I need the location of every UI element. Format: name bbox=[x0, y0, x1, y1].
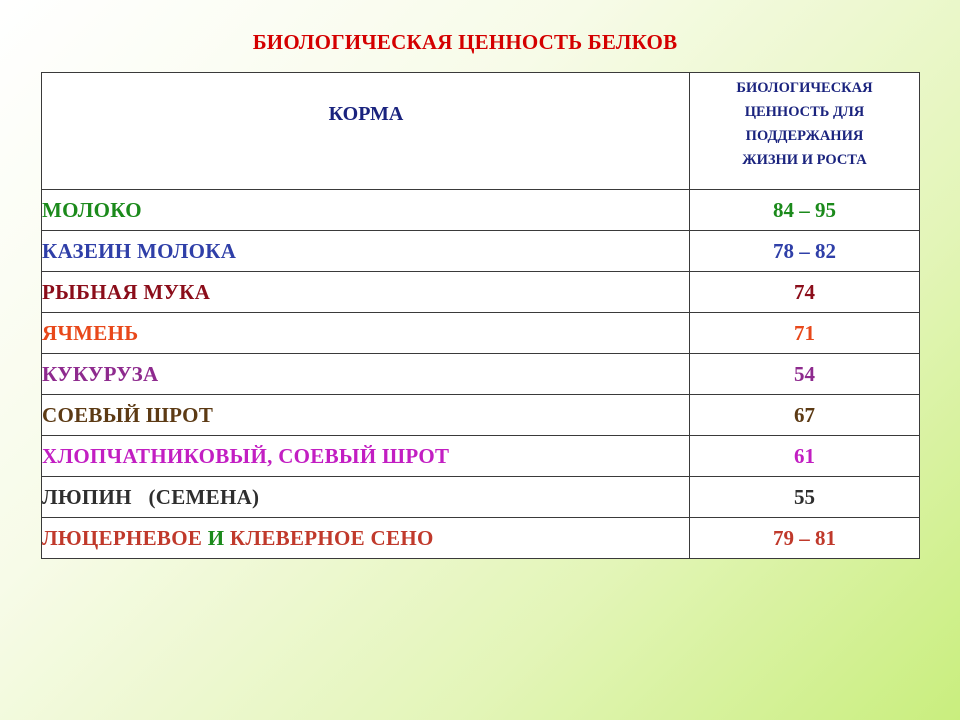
header-value-line: ПОДДЕРЖАНИЯ bbox=[745, 128, 864, 144]
feed-name: КАЗЕИН МОЛОКА bbox=[42, 238, 237, 263]
table-row bbox=[42, 190, 920, 231]
feed-name-cell bbox=[42, 313, 690, 354]
biological-value: 71 bbox=[794, 320, 815, 345]
feed-name-cell bbox=[42, 477, 690, 518]
feed-name: ХЛОПЧАТНИКОВЫЙ, СОЕВЫЙ ШРОТ bbox=[42, 443, 450, 468]
biological-value: 79 – 81 bbox=[773, 525, 836, 550]
biological-value: 55 bbox=[794, 484, 815, 509]
feed-name-cell bbox=[42, 231, 690, 272]
biological-value-table bbox=[41, 72, 920, 559]
feed-name: ЯЧМЕНЬ bbox=[42, 320, 139, 345]
feed-name-cell bbox=[42, 436, 690, 477]
table-row bbox=[42, 231, 920, 272]
feed-name: МОЛОКО bbox=[42, 197, 142, 222]
feed-name-cell bbox=[42, 354, 690, 395]
table-row bbox=[42, 313, 920, 354]
table-row bbox=[42, 272, 920, 313]
feed-name-cell bbox=[42, 518, 690, 559]
header-value-line: БИОЛОГИЧЕСКАЯ bbox=[736, 80, 873, 96]
biological-value: 54 bbox=[794, 361, 815, 386]
biological-value-cell bbox=[690, 518, 920, 559]
feed-name-cell bbox=[42, 395, 690, 436]
table-row bbox=[42, 395, 920, 436]
feed-name-part: КЛЕВЕРНОЕ СЕНО bbox=[224, 525, 434, 550]
biological-value-cell bbox=[690, 272, 920, 313]
biological-value-cell bbox=[690, 231, 920, 272]
feed-name-cell bbox=[42, 272, 690, 313]
header-value-line: ЦЕННОСТЬ ДЛЯ bbox=[744, 104, 865, 120]
feed-name: КУКУРУЗА bbox=[42, 361, 159, 386]
biological-value-cell bbox=[690, 313, 920, 354]
biological-value-cell bbox=[690, 354, 920, 395]
biological-value-cell bbox=[690, 477, 920, 518]
table-row bbox=[42, 354, 920, 395]
table-row bbox=[42, 477, 920, 518]
header-feed bbox=[42, 73, 690, 190]
table-header-row bbox=[42, 73, 920, 190]
header-value-line: ЖИЗНИ И РОСТА bbox=[742, 152, 867, 168]
biological-value: 78 – 82 bbox=[773, 238, 836, 263]
feed-name: ЛЮПИН (СЕМЕНА) bbox=[42, 484, 260, 509]
feed-name: СОЕВЫЙ ШРОТ bbox=[42, 402, 214, 427]
biological-value: 84 – 95 bbox=[773, 197, 836, 222]
biological-value-cell bbox=[690, 436, 920, 477]
feed-name-part: И bbox=[207, 525, 225, 550]
feed-name: РЫБНАЯ МУКА bbox=[42, 279, 211, 304]
header-feed-label: КОРМА bbox=[328, 103, 404, 125]
biological-value: 74 bbox=[794, 279, 815, 304]
biological-value-cell bbox=[690, 395, 920, 436]
page-title: БИОЛОГИЧЕСКАЯ ЦЕННОСТЬ БЕЛКОВ bbox=[252, 30, 678, 54]
table-body bbox=[42, 190, 920, 559]
table-row bbox=[42, 436, 920, 477]
biological-value: 67 bbox=[794, 402, 815, 427]
feed-name-cell bbox=[42, 190, 690, 231]
table-row bbox=[42, 518, 920, 559]
biological-value-cell bbox=[690, 190, 920, 231]
header-value bbox=[690, 73, 920, 190]
biological-value: 61 bbox=[794, 443, 815, 468]
feed-name-part: ЛЮЦЕРНЕВОЕ bbox=[42, 525, 208, 550]
